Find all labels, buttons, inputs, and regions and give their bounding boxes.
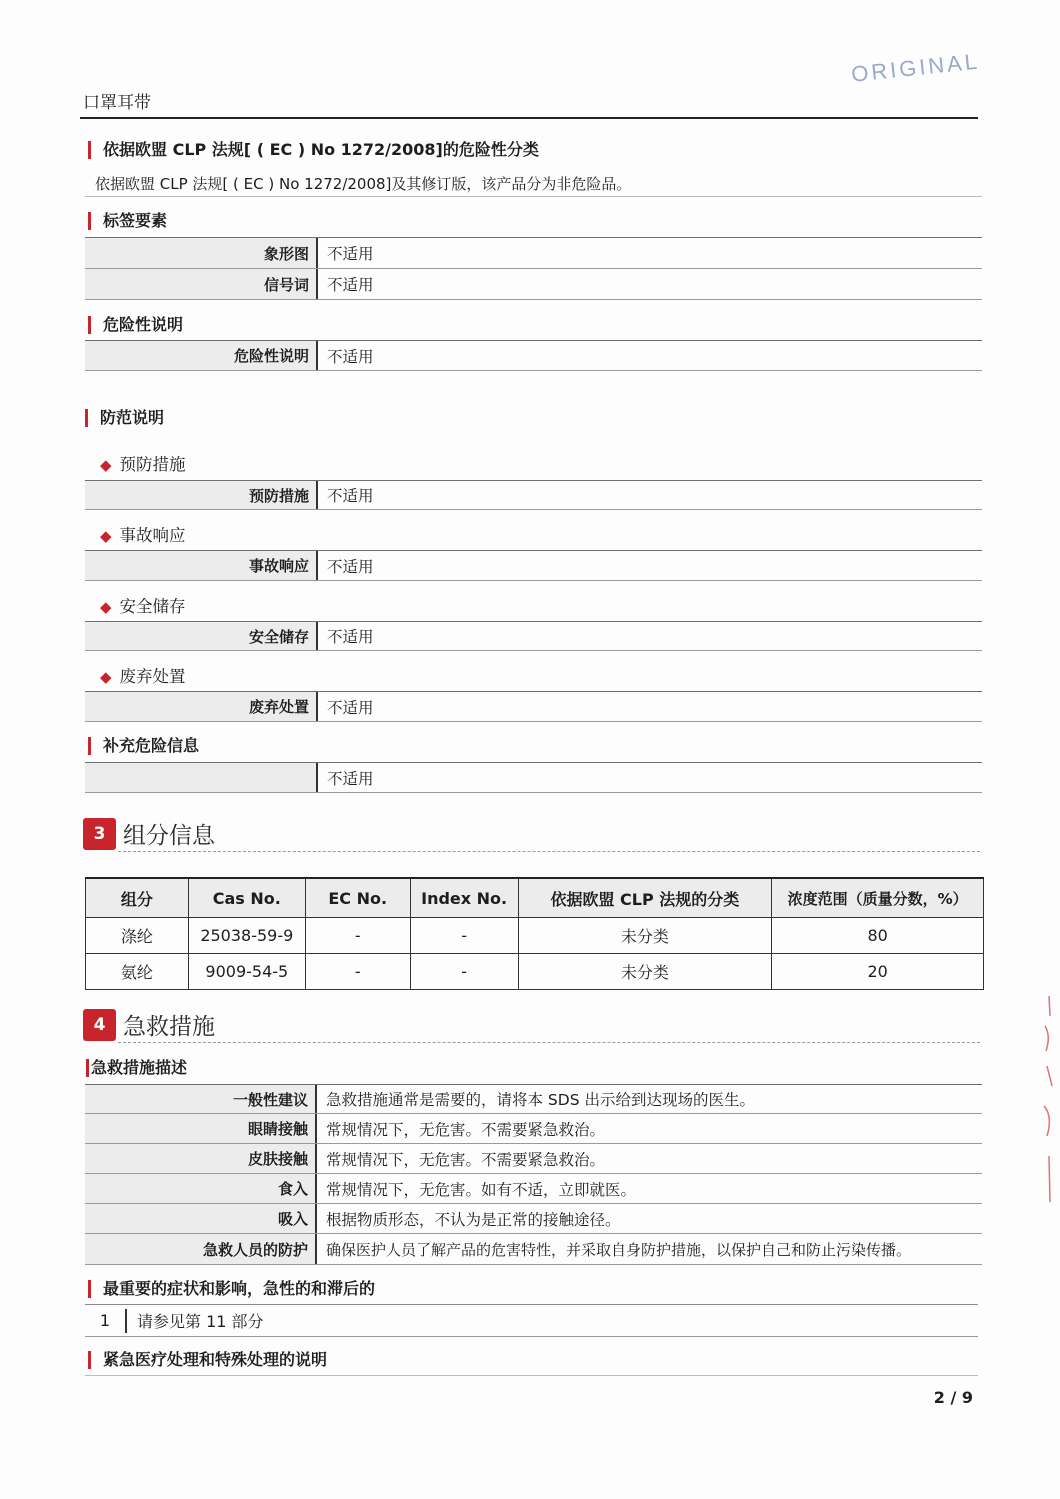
column-header: EC No. <box>305 878 410 918</box>
kv-value: 确保医护人员了解产品的危害特性，并采取自身防护措施，以保护自己和防止污染传播。 <box>326 1240 912 1259</box>
table-row <box>86 918 984 954</box>
table-cell: 氨纶 <box>86 954 189 990</box>
section-title: 组分信息 <box>123 823 215 849</box>
kv-row-prevention <box>85 480 982 510</box>
kv-value: 不适用 <box>327 557 374 576</box>
symptoms-reference-row <box>85 1305 978 1337</box>
kv-key: 危险性说明 <box>85 341 318 370</box>
kv-row-hazard-statement <box>85 340 982 371</box>
section-divider <box>118 851 980 852</box>
kv-value: 不适用 <box>327 347 374 366</box>
label-elements-heading: 标签要素 <box>88 212 167 230</box>
subheading-label: 事故响应 <box>119 526 186 545</box>
kv-row-general-advice <box>85 1084 982 1114</box>
kv-key: 眼睛接触 <box>85 1114 317 1143</box>
diamond-icon: ◆ <box>100 456 112 474</box>
kv-row-disposal <box>85 691 982 722</box>
page-number: 2 / 9 <box>933 1388 973 1407</box>
subheading-label: 废弃处置 <box>119 667 186 686</box>
original-stamp: ORIGINAL <box>850 48 982 87</box>
kv-row-first-aider-protection <box>85 1234 982 1265</box>
symptoms-heading: 最重要的症状和影响，急性的和滞后的 <box>88 1280 375 1298</box>
kv-row-signal-word <box>85 269 982 300</box>
table-cell: - <box>410 918 518 954</box>
kv-row-pictogram <box>85 237 982 269</box>
kv-row-storage <box>85 621 982 651</box>
table-header-row <box>86 878 984 918</box>
kv-row-ingestion <box>85 1174 982 1204</box>
table-row <box>86 954 984 990</box>
kv-row-response <box>85 550 982 581</box>
seal-edge-mark <box>1041 996 1057 1202</box>
kv-key: 预防措施 <box>85 481 318 509</box>
kv-key: 信号词 <box>85 269 318 299</box>
table-cell: 25038-59-9 <box>188 918 305 954</box>
subheading-storage <box>100 593 186 617</box>
medical-treatment-heading: 紧急医疗处理和特殊处理的说明 <box>88 1351 327 1369</box>
supplementary-heading: 补充危险信息 <box>88 737 199 755</box>
kv-value: 急救措施通常是需要的，请将本 SDS 出示给到达现场的医生。 <box>326 1091 755 1109</box>
table-cell: 20 <box>772 954 984 990</box>
column-header: 依据欧盟 CLP 法规的分类 <box>518 878 772 918</box>
column-header: Cas No. <box>188 878 305 918</box>
header-rule <box>80 117 978 119</box>
kv-key: 一般性建议 <box>85 1085 317 1113</box>
section-divider <box>118 1042 980 1043</box>
kv-value: 不适用 <box>327 698 374 717</box>
first-aid-description-heading: 急救措施描述 <box>86 1059 187 1077</box>
section-title: 急救措施 <box>123 1014 215 1040</box>
kv-value: 不适用 <box>327 769 374 788</box>
column-header: 组分 <box>86 878 189 918</box>
column-header: 浓度范围（质量分数，%） <box>772 878 984 918</box>
subheading-label: 预防措施 <box>119 455 186 474</box>
subheading-disposal <box>100 663 186 687</box>
kv-key: 皮肤接触 <box>85 1144 317 1173</box>
table-cell: 未分类 <box>518 918 772 954</box>
clp-classification-heading: 依据欧盟 CLP 法规[ ( EC ) No 1272/2008]的危险性分类 <box>88 141 539 159</box>
kv-key: 急救人员的防护 <box>85 1234 317 1264</box>
kv-value: 常规情况下，无危害。如有不适，立即就医。 <box>326 1180 637 1199</box>
kv-row-eye-contact <box>85 1114 982 1144</box>
diamond-icon: ◆ <box>100 668 112 686</box>
divider <box>85 1375 978 1376</box>
kv-key: 吸入 <box>85 1204 317 1233</box>
kv-value: 根据物质形态，不认为是正常的接触途径。 <box>326 1210 621 1229</box>
section-3-header <box>83 817 215 850</box>
column-header: Index No. <box>410 878 518 918</box>
kv-key: 废弃处置 <box>85 692 318 721</box>
document-title: 口罩耳带 <box>83 93 151 113</box>
kv-value: 不适用 <box>327 245 374 263</box>
precautionary-heading: 防范说明 <box>85 409 164 427</box>
kv-row-supplementary <box>85 762 982 793</box>
kv-key <box>85 763 318 792</box>
table-cell: - <box>305 918 410 954</box>
kv-value: 不适用 <box>327 487 374 505</box>
composition-table <box>85 877 984 990</box>
table-cell: - <box>305 954 410 990</box>
kv-row-skin-contact <box>85 1144 982 1174</box>
kv-key: 食入 <box>85 1174 317 1203</box>
divider <box>85 196 982 197</box>
kv-value: 不适用 <box>327 628 374 646</box>
kv-key: 安全储存 <box>85 622 318 650</box>
table-cell: - <box>410 954 518 990</box>
kv-row-inhalation <box>85 1204 982 1234</box>
subheading-prevention <box>100 451 186 475</box>
kv-key: 象形图 <box>85 238 318 268</box>
table-cell: 80 <box>772 918 984 954</box>
subheading-label: 安全储存 <box>119 597 186 616</box>
hazard-statements-heading: 危险性说明 <box>88 316 183 334</box>
section-4-header <box>83 1008 215 1041</box>
table-cell: 9009-54-5 <box>188 954 305 990</box>
kv-key: 事故响应 <box>85 551 318 580</box>
section-number-badge: 3 <box>83 818 116 850</box>
kv-value: 常规情况下，无危害。不需要紧急救治。 <box>326 1120 606 1139</box>
table-cell: 涤纶 <box>86 918 189 954</box>
kv-value: 常规情况下，无危害。不需要紧急救治。 <box>326 1150 606 1169</box>
diamond-icon: ◆ <box>100 527 112 545</box>
kv-value: 不适用 <box>327 276 374 294</box>
subheading-response <box>100 522 186 546</box>
reference-number: 1 <box>85 1309 127 1333</box>
clp-classification-text: 依据欧盟 CLP 法规[ ( EC ) No 1272/2008]及其修订版，该产品分为非危险品。 <box>95 175 632 193</box>
diamond-icon: ◆ <box>100 598 112 616</box>
table-cell: 未分类 <box>518 954 772 990</box>
section-number-badge: 4 <box>83 1009 116 1041</box>
reference-text: 请参见第 11 部分 <box>137 1312 264 1331</box>
